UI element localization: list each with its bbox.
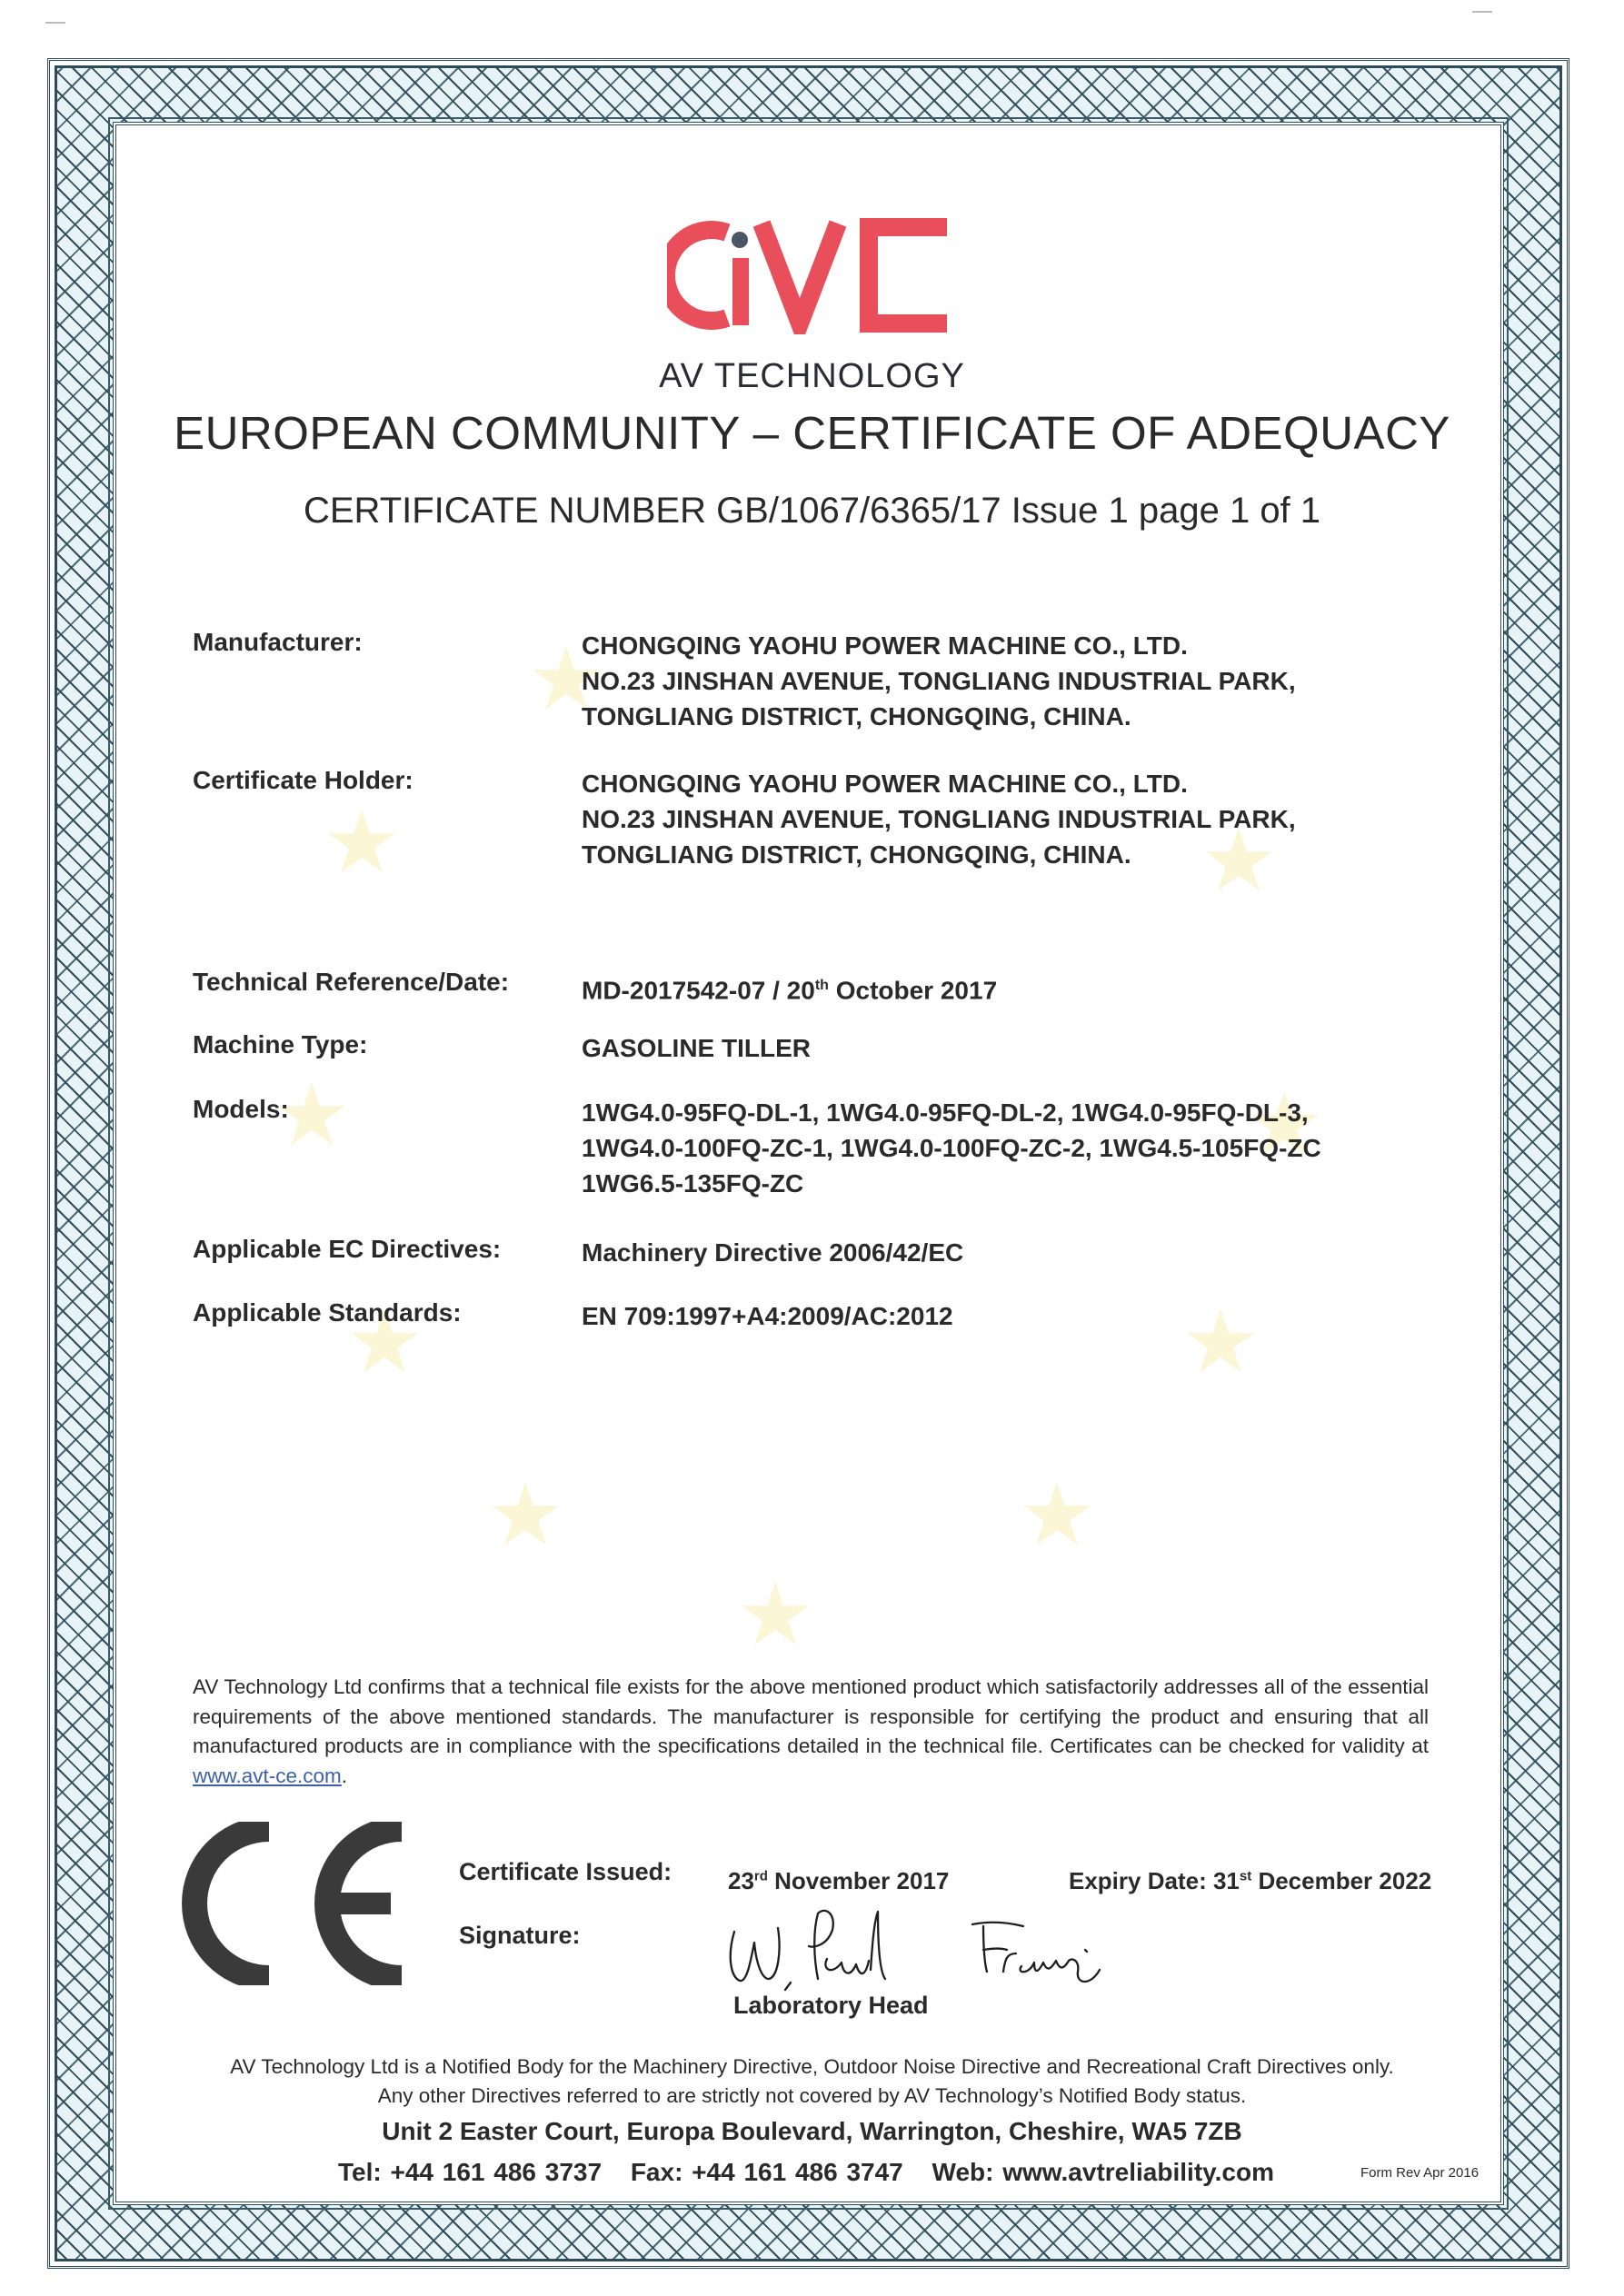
certificate-issued-date [728, 1867, 949, 1895]
signatory-role: Laboratory Head [733, 1992, 929, 2019]
notified-body-statement: AV Technology Ltd is a Notified Body for the Machinery Directive, Outdoor Noise Directive and Recreational Craft Directives only. [230, 2055, 1394, 2078]
website[interactable]: Web: www.avtreliability.com [932, 2158, 1274, 2186]
fax: Fax: +44 161 486 3747 [630, 2158, 903, 2186]
field-label: Applicable Standards: [193, 1298, 462, 1327]
holder-address-1: NO.23 JINSHAN AVENUE, TONGLIANG INDUSTRIAL PARK, [582, 805, 1296, 833]
issued-day: 23 [728, 1867, 754, 1894]
issued-month-year: November 2017 [767, 1867, 950, 1894]
certificate-issued-label: Certificate Issued: [459, 1858, 673, 1885]
notified-body-disclaimer: Any other Directives referred to are strictly not covered by AV Technology’s Notified Body status. [377, 2084, 1247, 2107]
confirmation-statement [193, 1673, 1429, 1791]
field-value [582, 628, 1296, 734]
signature-label: Signature: [459, 1922, 581, 1949]
watermark-star-icon: ★ [736, 1566, 815, 1664]
holder-address-2: TONGLIANG DISTRICT, CHONGQING, CHINA. [582, 840, 1131, 869]
ordinal-suffix: th [814, 978, 829, 993]
company-address: Unit 2 Easter Court, Europa Boulevard, Warrington, Cheshire, WA5 7ZB [382, 2117, 1242, 2145]
handwritten-signature [718, 1906, 1236, 1997]
field-label: Machine Type: [193, 1030, 368, 1059]
watermark-star-icon: ★ [273, 1067, 352, 1164]
validity-check-link[interactable]: www.avt-ce.com [193, 1764, 342, 1787]
tech-ref-code: MD-2017542-07 / 20 [582, 976, 815, 1005]
watermark-star-icon: ★ [323, 794, 402, 891]
watermark-star-icon: ★ [486, 1466, 565, 1564]
watermark-star-icon: ★ [527, 631, 606, 728]
ce-mark-icon [178, 1822, 414, 1990]
watermark-star-icon: ★ [1245, 1076, 1324, 1173]
certificate-title: EUROPEAN COMMUNITY – CERTIFICATE OF ADEQUACY [174, 407, 1450, 459]
field-value: Machinery Directive 2006/42/EC [582, 1238, 964, 1267]
field-label: Applicable EC Directives: [193, 1235, 502, 1263]
expiry-month-year: December 2022 [1251, 1867, 1432, 1894]
field-label: Models: [193, 1095, 289, 1123]
watermark-star-icon: ★ [1181, 1294, 1260, 1391]
statement-text: AV Technology Ltd confirms that a technical file exists for the above mentioned product which satisfactorily addresses all of the essential requirements of the above mentioned standards. The manufacturer is responsible for certifying the product and ensuring that all manufactured products are in compliance with the specifications detailed in the technical file. Certificates can be checked for validity at [193, 1675, 1429, 1757]
expiry-date [1069, 1867, 1431, 1895]
telephone: Tel: +44 161 486 3737 [338, 2158, 603, 2186]
watermark-star-icon: ★ [1018, 1466, 1097, 1564]
models-line: 1WG4.0-100FQ-ZC-1, 1WG4.0-100FQ-ZC-2, 1WG4.5-105FQ-ZC [582, 1134, 1321, 1162]
watermark-star-icon: ★ [345, 1294, 424, 1391]
scan-artifact [45, 22, 65, 24]
field-label: Certificate Holder: [193, 766, 413, 794]
logo-subtitle: AV TECHNOLOGY [659, 357, 965, 395]
manufacturer-name: CHONGQING YAOHU POWER MACHINE CO., LTD. [582, 631, 1188, 660]
manufacturer-address-1: NO.23 JINSHAN AVENUE, TONGLIANG INDUSTRIAL PARK, [582, 667, 1296, 695]
field-label: Technical Reference/Date: [193, 968, 510, 996]
form-revision: Form Rev Apr 2016 [1360, 2165, 1480, 2181]
field-value: GASOLINE TILLER [582, 1034, 811, 1062]
tech-ref-date: October 2017 [828, 976, 998, 1005]
models-line: 1WG4.0-95FQ-DL-1, 1WG4.0-95FQ-DL-2, 1WG4.0-95FQ-DL-3, [582, 1098, 1309, 1127]
field-label: Manufacturer: [193, 628, 363, 656]
ordinal-suffix: st [1239, 1868, 1252, 1884]
field-value [582, 766, 1296, 872]
statement-end: . [341, 1764, 348, 1787]
field-value [582, 968, 997, 1008]
avt-logo-mark-icon [667, 216, 958, 334]
holder-name: CHONGQING YAOHU POWER MACHINE CO., LTD. [582, 770, 1188, 798]
ordinal-suffix: rd [753, 1868, 768, 1884]
signature-scribble-icon [718, 1906, 1236, 1993]
field-value [582, 1095, 1321, 1201]
models-line: 1WG6.5-135FQ-ZC [582, 1169, 804, 1198]
certificate-number: CERTIFICATE NUMBER GB/1067/6365/17 Issue 1 page 1 of 1 [303, 491, 1321, 531]
expiry-prefix: Expiry Date: 31 [1069, 1867, 1240, 1894]
scan-artifact [1472, 11, 1492, 13]
contact-details [338, 2158, 1294, 2187]
watermark-star-icon: ★ [1200, 812, 1279, 909]
avt-logo [0, 216, 1624, 334]
manufacturer-address-2: TONGLIANG DISTRICT, CHONGQING, CHINA. [582, 702, 1131, 731]
field-value: EN 709:1997+A4:2009/AC:2012 [582, 1302, 953, 1330]
